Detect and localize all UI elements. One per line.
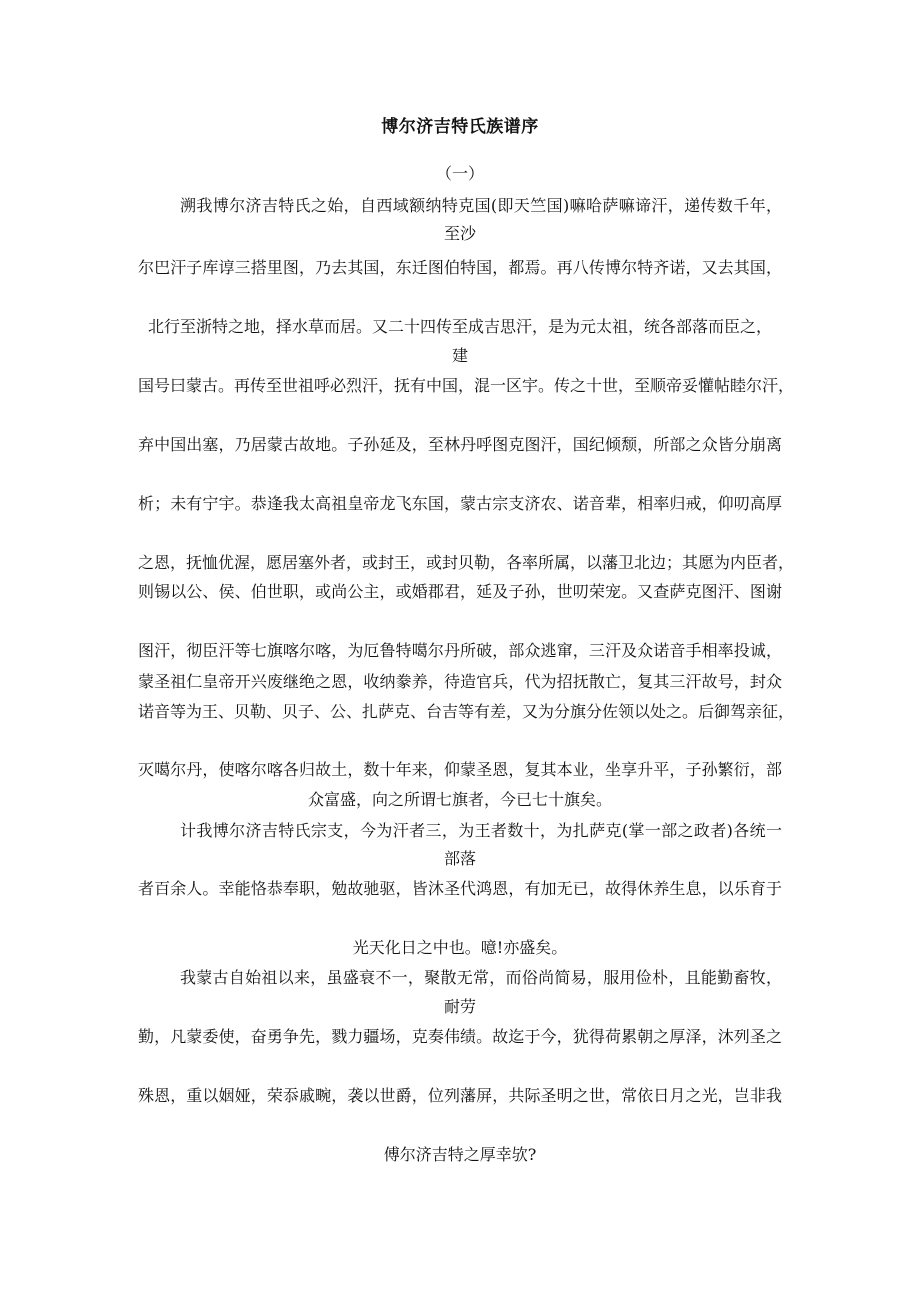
text-line: 尔巴汗子库谆三搭里图，乃去其国，东迁图伯特国，都焉。再八传博尔特齐诺，又去其国， [138, 258, 782, 277]
text-line: 弃中国出塞，乃居蒙古故地。子孙延及，至林丹呼图克图汗，国纪倾颓，所部之众皆分崩离 [138, 435, 782, 454]
document-title: 博尔济吉特氏族谱序 [381, 117, 539, 137]
text-line: 殊恩，重以姻娅，荣忝戚畹，袭以世爵，位列藩屏，共际圣明之世，常依日月之光，岂非我 [138, 1086, 782, 1105]
text-line: 至沙 [443, 224, 476, 243]
text-line: 灭噶尔丹，使喀尔喀各归故土，数十年来，仰蒙圣恩，复其本业，坐享升平，子孙繁衍，部 [138, 760, 782, 779]
text-line: 傅尔济吉特之厚幸欤? [383, 1145, 537, 1164]
text-line: 北行至浙特之地，择水草而居。又二十四传至成吉思汗，是为元太祖，统各部落而臣之， [147, 317, 772, 336]
text-line: 计我博尔济吉特氏宗支，今为汗者三，为王者数十，为扎萨克(掌一部之政者)各统一 [180, 821, 782, 840]
text-line: 者百余人。幸能恪恭奉职，勉故驰驱，皆沐圣代鸿恩，有加无已，故得休养生息，以乐育于 [138, 879, 782, 898]
text-line: 则锡以公、侯、伯世职，或尚公主，或婚郡君，延及子孙，世叨荣宠。又查萨克图汗、图谢 [138, 582, 782, 601]
text-line: 溯我博尔济吉特氏之始，自西域额纳特克国(即天竺国)嘛哈萨嘛谛汗，递传数千年， [180, 196, 782, 215]
section-number: （一） [435, 164, 484, 183]
text-line: 部落 [443, 849, 476, 868]
text-line: 勤，凡蒙委使，奋勇争先，戮力疆场，克奏伟绩。故迄于今，犹得荷累朝之厚泽，沐列圣之 [138, 1027, 782, 1046]
text-line: 析；未有宁宇。恭逢我太高祖皇帝龙飞东国，蒙古宗支济农、诺音辈，相率归戒，仰叨高厚 [138, 494, 782, 513]
text-line: 蒙圣祖仁皇帝开兴废继绝之恩，收纳豢养，待造官兵，代为招抚散亡，复其三汗故号，封众 [138, 672, 782, 691]
text-line: 众富盛，向之所谓七旗者，今已七十旗矣。 [307, 790, 612, 809]
text-line: 之恩，抚恤优渥，愿居塞外者，或封王，或封贝勒，各率所属，以藩卫北边；其愿为内臣者， [138, 553, 795, 572]
text-line: 光天化日之中也。噫!亦盛矣。 [352, 938, 568, 957]
text-line: 耐劳 [443, 997, 476, 1016]
text-line: 诺音等为王、贝勒、贝子、公、扎萨克、台吉等有差，又为分旗分佐领以处之。后御驾亲征， [138, 702, 795, 721]
text-line: 我蒙古自始祖以来，虽盛衰不一，聚散无常，而俗尚简易，服用俭朴，且能勤畜牧， [180, 968, 782, 987]
text-line: 建 [451, 346, 468, 365]
text-line: 国号曰蒙古。再传至世祖呼必烈汗，抚有中国，混一区宇。传之十世，至顺帝妥懽帖睦尔汗， [138, 376, 795, 395]
text-line: 图汗，彻臣汗等七旗喀尔喀，为厄鲁特噶尔丹所破，部众逃窜，三汗及众诺音手相率投诚， [138, 641, 782, 660]
